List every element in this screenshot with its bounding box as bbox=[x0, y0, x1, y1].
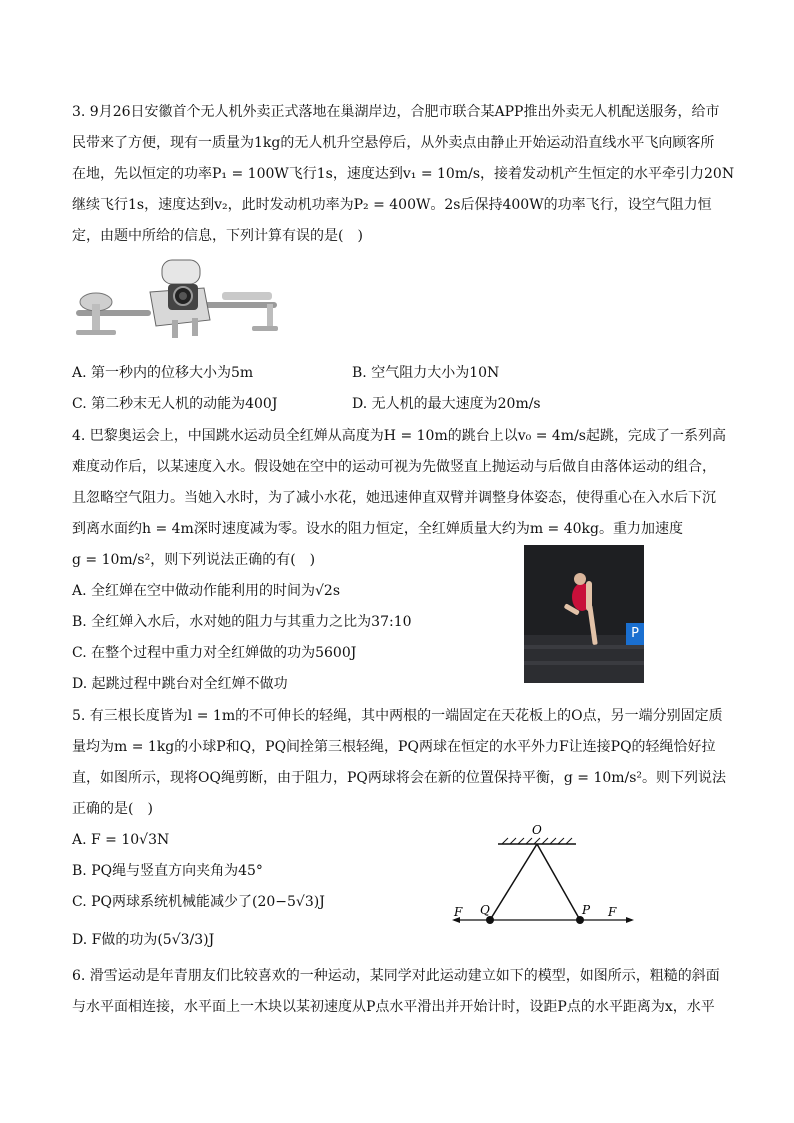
label-f-left: F bbox=[454, 905, 463, 919]
q4-line-3: 且忽略空气阻力。当她入水时，为了减小水花，她迅速伸直双臂并调整身体姿态，使得重心在入水后下沉 bbox=[72, 490, 716, 506]
q3-line-2: 民带来了方便，现有一质量为1kg的无人机升空悬停后，从外卖点由静止开始运动沿直线水平飞向顾客所 bbox=[72, 135, 715, 151]
drone-image bbox=[72, 258, 282, 348]
q5-line-4: 正确的是( ) bbox=[72, 801, 153, 817]
q5-line-1: 5. 有三根长度皆为l = 1m的不可伸长的轻绳，其中两根的一端固定在天花板上的O点，另一端分别固定质 bbox=[72, 708, 723, 724]
q4-line-4: 到离水面约h = 4m深时速度减为零。设水的阻力恒定，全红婵质量大约为m = 40kg。重力加速度 bbox=[72, 521, 683, 537]
q4-line-1: 4. 巴黎奥运会上，中国跳水运动员全红婵从高度为H = 10m的跳台上以v₀ = 4m/s起跳，完成了一系列高 bbox=[72, 428, 726, 444]
q4-option-d: D. 起跳过程中跳台对全红婵不做功 bbox=[72, 676, 288, 692]
q5-option-a: A. F = 10√3N bbox=[72, 832, 170, 848]
q3-option-d: D. 无人机的最大速度为20m/s bbox=[352, 396, 541, 412]
q3-line-5: 定，由题中所给的信息，下列计算有误的是( ) bbox=[72, 228, 363, 244]
q4-option-a: A. 全红婵在空中做动作能利用的时间为√2s bbox=[72, 583, 341, 599]
q3-option-b: B. 空气阻力大小为10N bbox=[352, 365, 500, 381]
q6-line-2: 与水平面相连接，水平面上一木块以某初速度从P点水平滑出并开始计时，设距P点的水平距离为x，水平 bbox=[72, 999, 715, 1015]
label-q: Q bbox=[480, 903, 490, 917]
photo-badge: P bbox=[626, 623, 644, 645]
q3-option-a: A. 第一秒内的位移大小为5m bbox=[72, 365, 254, 381]
diver-photo bbox=[524, 545, 644, 683]
rope-diagram bbox=[448, 820, 638, 930]
q6-line-1: 6. 滑雪运动是年青朋友们比较喜欢的一种运动，某同学对此运动建立如下的模型，如图所示，粗糙的斜面 bbox=[72, 968, 720, 984]
label-p: P bbox=[582, 903, 591, 917]
label-o: O bbox=[532, 823, 542, 837]
q5-line-3: 直，如图所示，现将OQ绳剪断，由于阻力，PQ两球将会在新的位置保持平衡，g = 10m/s²。则下列说法 bbox=[72, 770, 727, 786]
q4-option-c: C. 在整个过程中重力对全红婵做的功为5600J bbox=[72, 645, 357, 661]
q3-option-c: C. 第二秒末无人机的动能为400J bbox=[72, 396, 278, 412]
q4-option-b: B. 全红婵入水后，水对她的阻力与其重力之比为37:10 bbox=[72, 614, 412, 630]
q3-line-3: 在地，先以恒定的功率P₁ = 100W飞行1s，速度达到v₁ = 10m/s，接着发动机产生恒定的水平牵引力20N bbox=[72, 166, 735, 182]
q5-option-b: B. PQ绳与竖直方向夹角为45° bbox=[72, 863, 263, 879]
q3-line-1: 3. 9月26日安徽首个无人机外卖正式落地在巢湖岸边，合肥市联合某APP推出外卖无人机配送服务，给市 bbox=[72, 104, 720, 120]
q5-option-d: D. F做的功为(5√3/3)J bbox=[72, 932, 215, 948]
q4-line-2: 难度动作后，以某速度入水。假设她在空中的运动可视为先做竖直上抛运动与后做自由落体运动的组合， bbox=[72, 459, 716, 475]
q4-line-5: g = 10m/s²，则下列说法正确的有( ) bbox=[72, 552, 316, 568]
q5-option-c: C. PQ两球系统机械能减少了(20−5√3)J bbox=[72, 894, 325, 910]
q5-line-2: 量均为m = 1kg的小球P和Q，PQ间拴第三根轻绳，PQ两球在恒定的水平外力F让连接PQ的轻绳恰好拉 bbox=[72, 739, 716, 755]
q3-line-4: 继续飞行1s，速度达到v₂，此时发动机功率为P₂ = 400W。2s后保持400W的功率飞行，设空气阻力恒 bbox=[72, 197, 712, 213]
label-f-right: F bbox=[608, 905, 617, 919]
